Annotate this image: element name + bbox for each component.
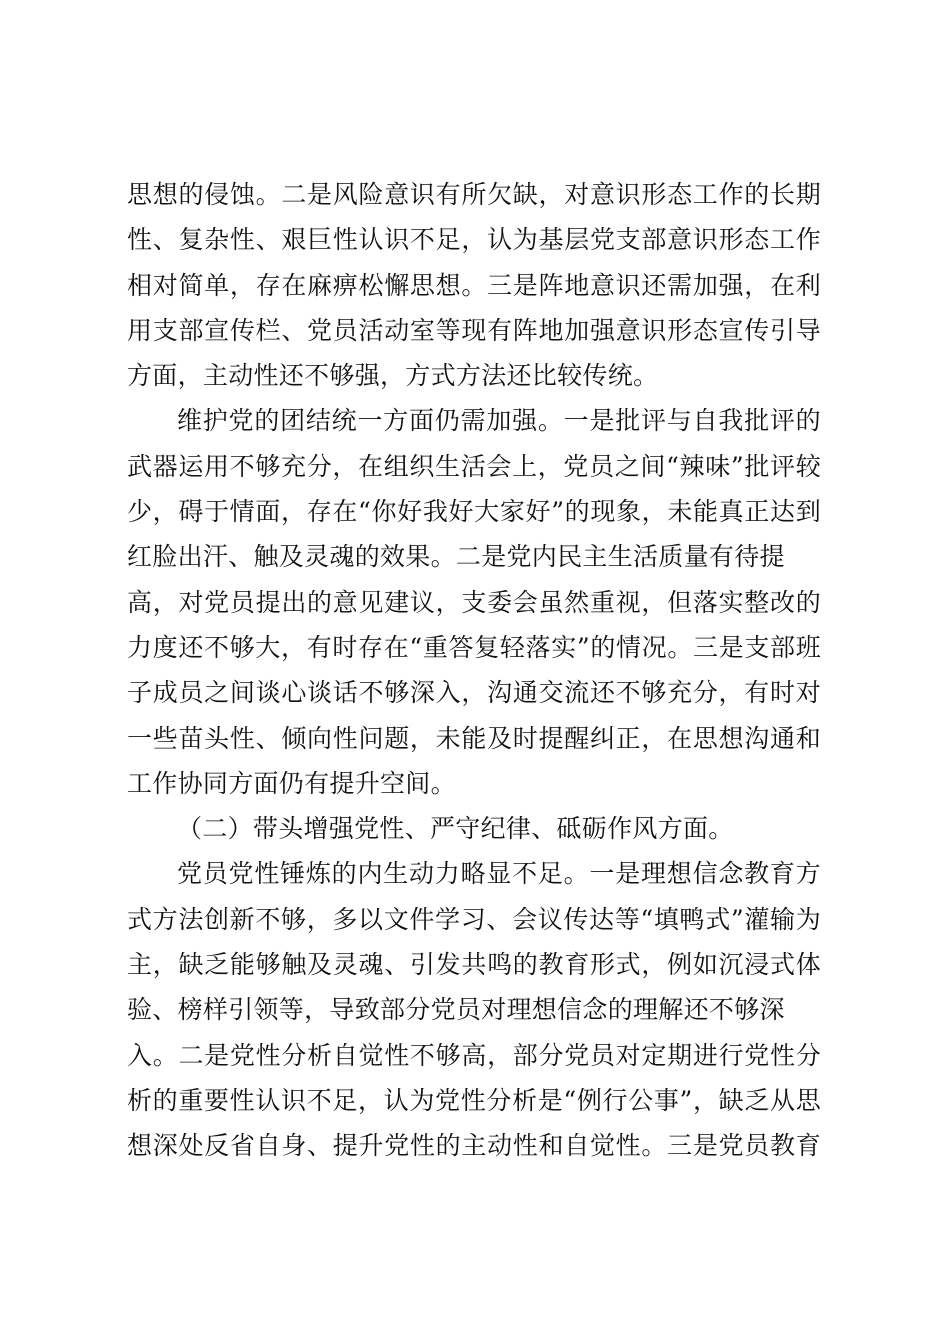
paragraph-line: 式方法创新不够，多以文件学习、会议传达等“填鸭式”灌输为 (127, 904, 821, 934)
paragraph-line: 用支部宣传栏、党员活动室等现有阵地加强意识形态宣传引导 (127, 315, 821, 345)
paragraph-line: 析的重要性认识不足，认为党性分析是“例行公事”，缺乏从思 (127, 1085, 821, 1115)
paragraph-line: 入。二是党性分析自觉性不够高，部分党员对定期进行党性分 (127, 1040, 821, 1070)
paragraph-line: 一些苗头性、倾向性问题，未能及时提醒纠正，在思想沟通和 (127, 723, 821, 753)
section-heading: （二）带头增强党性、严守纪律、砥砺作风方面。 (177, 814, 734, 844)
paragraph-line: 工作协同方面仍有提升空间。 (127, 768, 456, 798)
document-body (127, 172, 821, 1169)
paragraph-line: 性、复杂性、艰巨性认识不足，认为基层党支部意识形态工作 (127, 225, 821, 255)
paragraph-line: 验、榜样引领等，导致部分党员对理想信念的理解还不够深 (127, 995, 785, 1025)
paragraph-line: 武器运用不够充分，在组织生活会上，党员之间“辣味”批评较 (127, 451, 821, 481)
paragraph-line: 子成员之间谈心谈话不够深入，沟通交流还不够充分，有时对 (127, 678, 821, 708)
paragraph-line: 方面，主动性还不够强，方式方法还比较传统。 (127, 361, 659, 391)
paragraph-line: 主，缺乏能够触及灵魂、引发共鸣的教育形式，例如沉浸式体 (127, 950, 821, 980)
paragraph-line: 红脸出汗、触及灵魂的效果。二是党内民主生活质量有待提 (127, 542, 785, 572)
paragraph-line: 少，碍于情面，存在“你好我好大家好”的现象，未能真正达到 (127, 497, 821, 527)
paragraph-first-line: 党员党性锤炼的内生动力略显不足。一是理想信念教育方 (177, 859, 821, 889)
paragraph-line: 力度还不够大，有时存在“重答复轻落实”的情况。三是支部班 (127, 632, 821, 662)
paragraph-line: 相对简单，存在麻痹松懈思想。三是阵地意识还需加强，在利 (127, 270, 821, 300)
paragraph-line: 想深处反省自身、提升党性的主动性和自觉性。三是党员教育 (127, 1131, 821, 1161)
paragraph-line: 高，对党员提出的意见建议，支委会虽然重视，但落实整改的 (127, 587, 821, 617)
paragraph-line: 思想的侵蚀。二是风险意识有所欠缺，对意识形态工作的长期 (127, 180, 821, 209)
paragraph-first-line: 维护党的团结统一方面仍需加强。一是批评与自我批评的 (177, 406, 821, 436)
